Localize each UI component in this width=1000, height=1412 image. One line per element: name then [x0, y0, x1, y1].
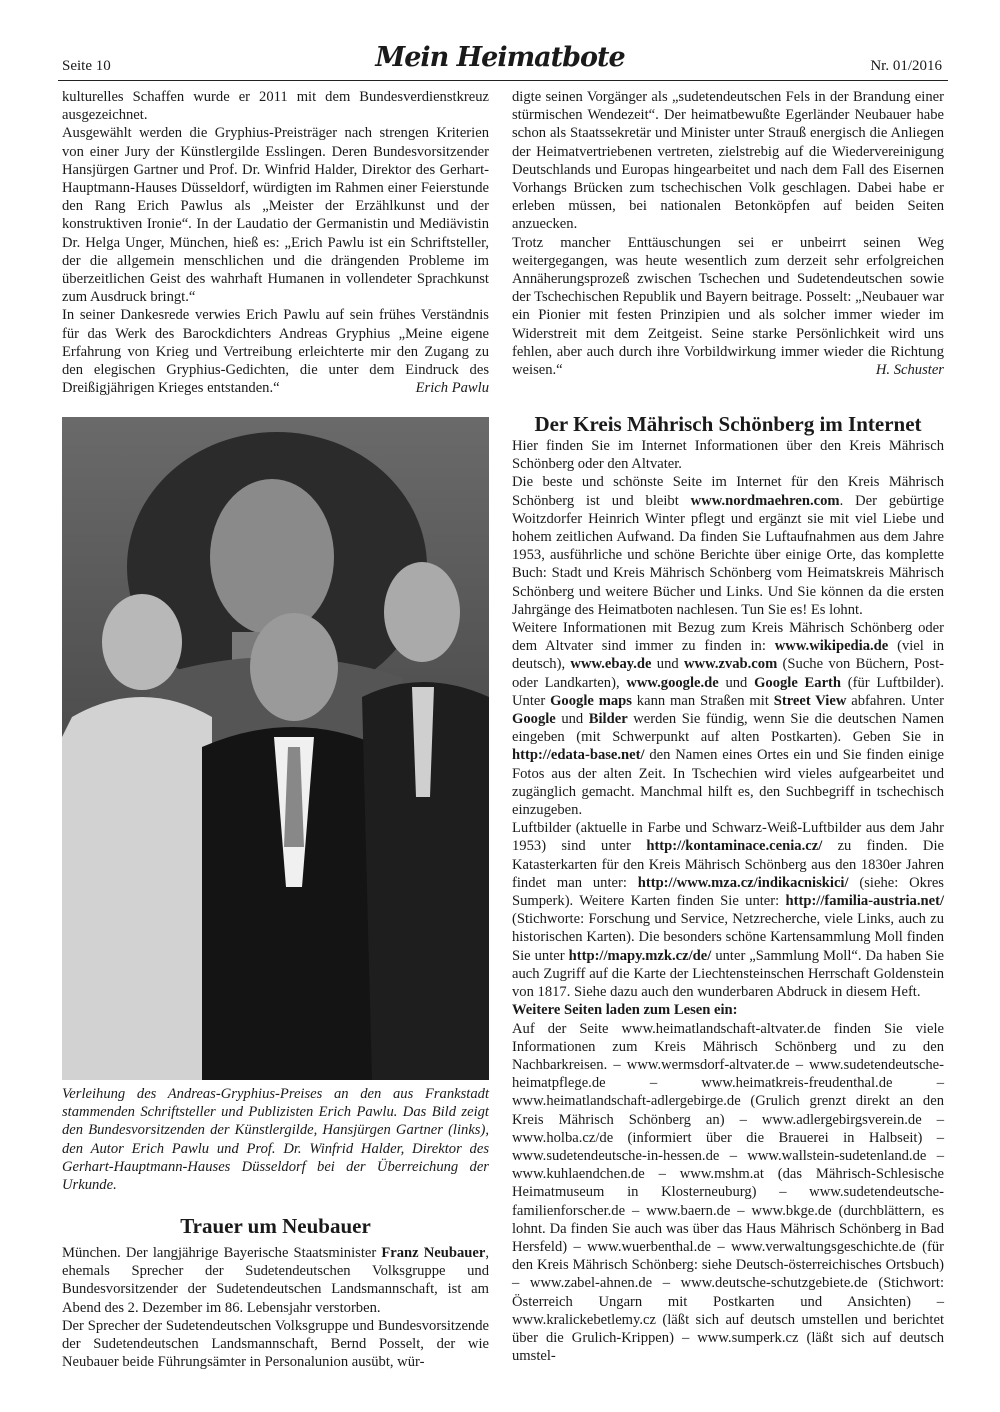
- paragraph: Weitere Informationen mit Bezug zum Kreis Mährisch Schönberg oder dem Altvater sind immer zu finden in: www.wikipedia.de (viel in deutsch), www.ebay.de und www.zvab.com (Suche von Büchern, Post- oder Landkarten), www.google.de und Google Earth (für Luftbilder). Unter Google maps kann man Straßen mit Street View abfahren. Unter Google und Bilder werden Sie fündig, wenn Sie die deutschen Namen eingeben (mit Schwerpunkt auf alten Postkarten). Geben Sie in http://edata-base.net/ den Namen eines Ortes ein und Sie finden einige Fotos aus der alten Zeit. In Tschechien wird vieles aufgearbeitet und zugänglich gemacht. Manchmal hilft es, den Suchbegriff in tschechisch einzugeben.: [512, 620, 944, 819]
- link[interactable]: www.google.de: [626, 674, 719, 691]
- paragraph: Die beste und schönste Seite im Internet für den Kreis Mährisch Schönberg ist und bleibt www.nordmaehren.com. Der gebürtige Woitzdorfer Heinrich Winter pflegt und ergänzt sie mit viel Liebe und hohem zeitlichen Aufwand. Da finden Sie Luftaufnahmen aus dem Jahre 1953, ausführliche und schöne Berichte über einige Orte, das komplette Buch: Stadt und Kreis Mährisch Schönberg vom Heimatskreis Mährisch Schönberg und weitere Bücher und Links. Und Sie können da die ersten Jahrgänge des Heimatboten nachlesen. Tun Sie es! Es lohnt.: [512, 474, 944, 618]
- link[interactable]: http://edata-base.net/: [512, 747, 645, 764]
- article-trauer-continued: [512, 88, 944, 379]
- link[interactable]: www.zvab.com: [684, 656, 778, 673]
- photo-caption: Verleihung des Andreas-Gryphius-Preises an den aus Frankstadt stammenden Schriftsteller und Publizisten Erich Pawlu. Das Bild zeigt den Bundesvorsitzenden der Künstlergilde, Hansjürgen Gartner (links), den Autor Erich Pawlu und Prof. Dr. Winfrid Halder, Direktor des Gerhart-Hauptmann-Hauses Düsseldorf bei der Überreichung der Urkunde.: [62, 1086, 489, 1194]
- link[interactable]: http://mapy.mzk.cz/de/: [568, 947, 712, 964]
- paragraph: Hier finden Sie im Internet Informationen über den Kreis Mährisch Schönberg oder den Altvater.: [512, 438, 944, 473]
- paragraph: kulturelles Schaffen wurde er 2011 mit dem Bundesverdienstkreuz ausgezeichnet.: [62, 89, 489, 124]
- paragraph: digte seinen Vorgänger als „sudetendeutschen Fels in der Brandung einer stürmischen Wendezeit“. Der heimatbewußte Egerländer Neubauer habe schon als Staatssekretär und Minister unter Strauß energisch die Anliegen der Heimatvertriebenen vertreten, zielstrebig auf die Wiedervereinigung Deutschlands und Europas hingearbeitet und nach dem Fall des Eisernen Vorhangs Brücken zum tschechischen Volk geschlagen. Dabei habe er erleben müssen, bei nationalen Betonköpfen auf beiden Seiten anzuecken.: [512, 89, 944, 233]
- paragraph: Auf der Seite www.heimatlandschaft-altvater.de finden Sie viele Informationen zum Kreis Mährisch Schönberg und zu den Nachbarkreisen. – www.wermsdorf-altvater.de – www.sudetendeutsche-heimatpflege.de – www.heimatkreis-freudenthal.de – www.heimatlandschaft-adlergebirge.de (Grulich grenzt direkt an den Kreis Mährisch Schönberg an) – www.adlergebirgsverein.de – www.holba.cz/de (informiert über die Brauerei in Halbseit) – www.sudetendeutsche-in-hessen.de – www.wallstein-sudetenland.de – www.kuhlaendchen.de – www.mshm.at (das Mährisch-Schlesische Heimatmuseum in Klosterneuburg) – www.sudetendeutsche-familienforscher.de – www.baern.de – www.bkge.de (durchblättern, es lohnt. Da finden Sie auch was über das Haus Mährisch Schönberg in Bad Hersfeld) – www.wuerbenthal.de – www.verwaltungsgeschichte.de (für den Kreis Mährisch Schönberg: siehe Deutsch-österreichisches Ortsbuch) – www.zabel-ahnen.de – www.deutsche-schutzgebiete.de (Stichwort: Österreich Ungarn mit Postkarten und Ansichten) – www.kralickebetlemy.cz (läßt sich auf deutsch umstellen und berichtet über die Grulich-Krippen) – www.sumperk.cz (läßt sich auf deutsch umstel-: [512, 1020, 944, 1365]
- link[interactable]: http://familia-austria.net/: [785, 893, 944, 910]
- paragraph: In seiner Dankesrede verwies Erich Pawlu auf sein frühes Verständnis für das Werk des Barockdichters Andreas Gryphius „Meine eigene Erfahrung von Krieg und Vertreibung erleichterte mir den Zugang zu den elegischen Gryphius-Gedichten, die unter dem Eindruck des Dreißigjährigen Krieges entstanden.“ Erich Pawlu: [62, 307, 489, 397]
- article-gryphius-continued: [62, 88, 489, 397]
- paragraph: München. Der langjährige Bayerische Staatsminister Franz Neubauer, ehemals Sprecher der Sudetendeutschen Volksgruppe und Bundesvorsitzender der Sudetendeutschen Landsmannschaft, ist am Abend des 2. Dezember im 86. Lebensjahr verstorben.: [62, 1245, 489, 1316]
- masthead: Mein Heimatbote: [375, 42, 625, 73]
- author-signature: H. Schuster: [875, 362, 944, 379]
- article-kreis: [512, 437, 944, 1365]
- article-title: [62, 1213, 489, 1239]
- author-signature: Erich Pawlu: [415, 380, 489, 397]
- link[interactable]: www.wikipedia.de: [774, 638, 889, 655]
- link[interactable]: www.nordmaehren.com: [690, 492, 840, 509]
- award-photo: [62, 417, 489, 1080]
- page-number: Seite 10: [62, 58, 111, 74]
- paragraph: Luftbilder (aktuelle in Farbe und Schwarz-Weiß-Luftbilder aus dem Jahr 1953) sind unter http://kontaminace.cenia.cz/ zu finden. Die Katasterkarten für den Kreis Mährisch Schönberg aus den 1830er Jahren findet man unter: http://www.mza.cz/indikacniskici/ (siehe: Okres Sumperk). Weitere Karten finden Sie unter: http://familia-austria.net/ (Stichworte: Forschung und Service, Netzrecherche, viele Links, auch zu historischen Karten). Die besonders schöne Kartensammlung Moll finden Sie unter http://mapy.mzk.cz/de/ unter „Sammlung Moll“. Da haben Sie auch Zugriff auf die Karte der Liechtensteinschen Herrschaft Goldenstein von 1817. Siehe dazu auch den wunderbaren Abdruck in diesem Heft.: [512, 820, 944, 1001]
- paragraph: Ausgewählt werden die Gryphius-Preisträger nach strengen Kriterien von einer Jury der Künstlergilde Esslingen. Deren Bundesvorsitzender Hansjürgen Gartner und Prof. Dr. Winfrid Halder, Direktor des Gerhart-Hauptmann-Hauses Düsseldorf, würdigten im Rahmen einer Feierstunde den Rang Erich Pawlus als „Meister der Erzählkunst und der konstruktiven Ironie“. In der Laudatio der Germanistin und Mediävistin Dr. Helga Unger, München, hieß es: „Erich Pawlu ist ein Schriftsteller, der die allgemein menschlichen und die drängenden Probleme im überzeitlichen Geist des wahrhaft Humanen in vollendeter Sprachkunst zum Ausdruck bringt.“: [62, 125, 489, 306]
- link[interactable]: http://www.mza.cz/indikacniskici/: [637, 874, 849, 891]
- paragraph: Der Sprecher der Sudetendeutschen Volksgruppe und Bundesvorsitzende der Sudetendeutschen Landsmannschaft, Bernd Posselt, der wie Neubauer beide Führungsämter in Personalunion ausübt, wür-: [62, 1317, 489, 1371]
- heading-kreis: Der Kreis Mährisch Schönberg im Internet: [534, 412, 922, 436]
- header-rule: [58, 80, 948, 81]
- article-trauer: [62, 1244, 489, 1371]
- subheading: Weitere Seiten laden zum Lesen ein:: [512, 1002, 738, 1019]
- heading-trauer: Trauer um Neubauer: [180, 1214, 371, 1238]
- article-title: [512, 411, 944, 437]
- link[interactable]: http://kontaminace.cenia.cz/: [646, 838, 823, 855]
- link[interactable]: www.ebay.de: [570, 656, 652, 673]
- issue-number: Nr. 01/2016: [870, 58, 942, 74]
- paragraph: Trotz mancher Enttäuschungen sei er unbeirrt seinen Weg weitergegangen, was heute wesentlich zum derzeit sehr erfolgreichen Annäherungsprozeß zwischen Tschechen und Sudetendeutschen sowie der Tschechischen Republik und Bayern beitrage. Posselt: „Neubauer war ein Pionier mit festen Prinzipien und als solcher immer wieder im Widerstreit mit dem Zeitgeist. Seine starke Persönlichkeit wird uns fehlen, aber auch durch ihre Vorbildwirkung immer wieder die Richtung weisen.“ H. Schuster: [512, 234, 944, 379]
